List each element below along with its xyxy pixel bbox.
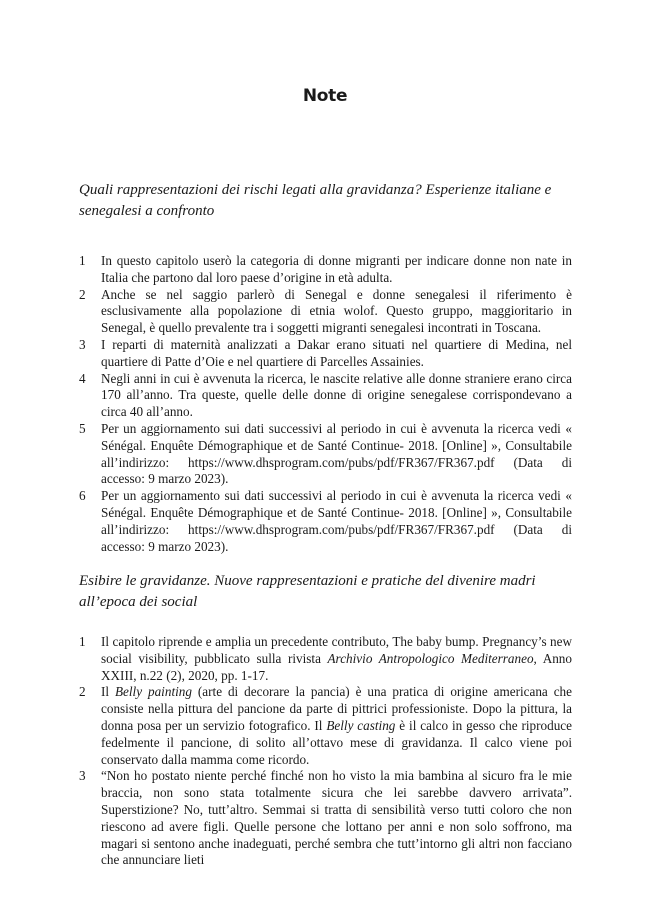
note-number: 6: [79, 488, 86, 504]
note-item: [79, 253, 572, 287]
note-item: [79, 488, 572, 555]
section-heading: Quali rappresentazioni dei rischi legati alla gravidanza? Esperienze italiane e senegalesi a confronto: [79, 182, 552, 219]
note-number: 2: [79, 286, 86, 302]
note-item: [79, 768, 572, 869]
journal-title: Archivio Antropologico Mediterraneo: [327, 650, 534, 666]
notes-section: [79, 571, 572, 869]
note-number: 3: [79, 336, 86, 352]
note-item: [79, 684, 572, 768]
note-number: 1: [79, 634, 86, 649]
note-text-part: Il: [101, 684, 115, 700]
note-text: [101, 684, 572, 768]
note-text-part: Il capitolo riprende e amplia un precedente contributo, The baby bump. Pregnancy’s new social visibility, pubblicato sulla rivista: [101, 634, 572, 666]
note-text: “Non ho postato niente perché finché non ho visto la mia bambina al sicuro fra le mie braccia, non sono stata totalmente sicura che lei sarebbe davvero arrivata”. Superstizione? No, tutt’altro. Semmai si tratta di sensibilità verso tutti coloro che non riescono ad avere figli. Quelle persone che lottano per anni e non solo soffrono, ma magari si sentono anche inadeguati, perché sembra che tutt’intorno gli altri non facciano che annunciare lieti: [101, 768, 572, 868]
note-number: 1: [79, 253, 86, 268]
note-text: Per un aggiornamento sui dati successivi al periodo in cui è avvenuta la ricerca vedi « Sénégal. Enquête Démographique et de Santé Continue- 2018. [Online] », Consultabile all’indirizzo: https://www.dhsprogram.com/pubs/pdf/FR367/FR367.pdf (Data di accesso: 9 marzo 2023).: [101, 488, 572, 554]
note-text-part: (arte di decorare la pancia) è una pratica di origine americana che consiste nella pittura del pancione da parte di pittrici professioniste. Dopo la pittura, la donna posa per un servizio fotografico. Il: [101, 684, 572, 733]
note-text-part: , Anno XXIII, n.22 (2), 2020, pp. 1-17.: [101, 650, 572, 683]
note-item: [79, 337, 572, 371]
note-number: 5: [79, 420, 86, 436]
note-item: [79, 421, 572, 488]
notes-list: [79, 253, 572, 555]
section-heading: Esibire le gravidanze. Nuove rappresentazioni e pratiche del divenire madri all’epoca dei social: [79, 573, 536, 610]
page-title: Note: [302, 86, 348, 106]
note-text: [101, 634, 572, 684]
note-text: Per un aggiornamento sui dati successivi al periodo in cui è avvenuta la ricerca vedi « Sénégal. Enquête Démographique et de Santé Continue- 2018. [Online] », Consultabile all’indirizzo: https://www.dhsprogram.com/pubs/pdf/FR367/FR367.pdf (Data di accesso: 9 marzo 2023).: [101, 420, 572, 487]
note-item: [79, 634, 572, 684]
notes-list: [79, 634, 572, 869]
note-text: Negli anni in cui è avvenuta la ricerca, le nascite relative alle donne straniere erano circa 170 all’anno. Tra queste, quelle delle donne di origine senegalese corrispondevano a circa 40 all’anno.: [101, 370, 572, 420]
note-number: 2: [79, 684, 86, 700]
note-item: [79, 287, 572, 337]
note-item: [79, 371, 572, 421]
note-number: 4: [79, 370, 86, 386]
note-text: I reparti di maternità analizzati a Dakar erano situati nel quartiere di Medina, nel quartiere di Patte d’Oie e nel quartiere di Parcelles Assainies.: [101, 336, 572, 369]
term-italic: Belly casting: [326, 717, 396, 733]
notes-section: [79, 180, 572, 555]
note-text-part: è il calco in gesso che riproduce fedelmente il pancione, di solito all’ottavo mese di gravidanza. Il calco viene poi conservato dalla mamma come ricordo.: [101, 717, 573, 767]
term-italic: Belly painting: [114, 684, 192, 700]
note-text: Anche se nel saggio parlerò di Senegal e donne senegalesi il riferimento è esclusivamente alla popolazione di etnia wolof. Questo gruppo, maggioritario in Senegal, è quello prevalente tra i soggetti migranti senegalesi incontrati in Toscana.: [101, 286, 572, 336]
note-number: 3: [79, 768, 86, 784]
note-text: In questo capitolo userò la categoria di donne migranti per indicare donne non nate in Italia che partono dal loro paese d’origine in età adulta.: [101, 253, 572, 285]
